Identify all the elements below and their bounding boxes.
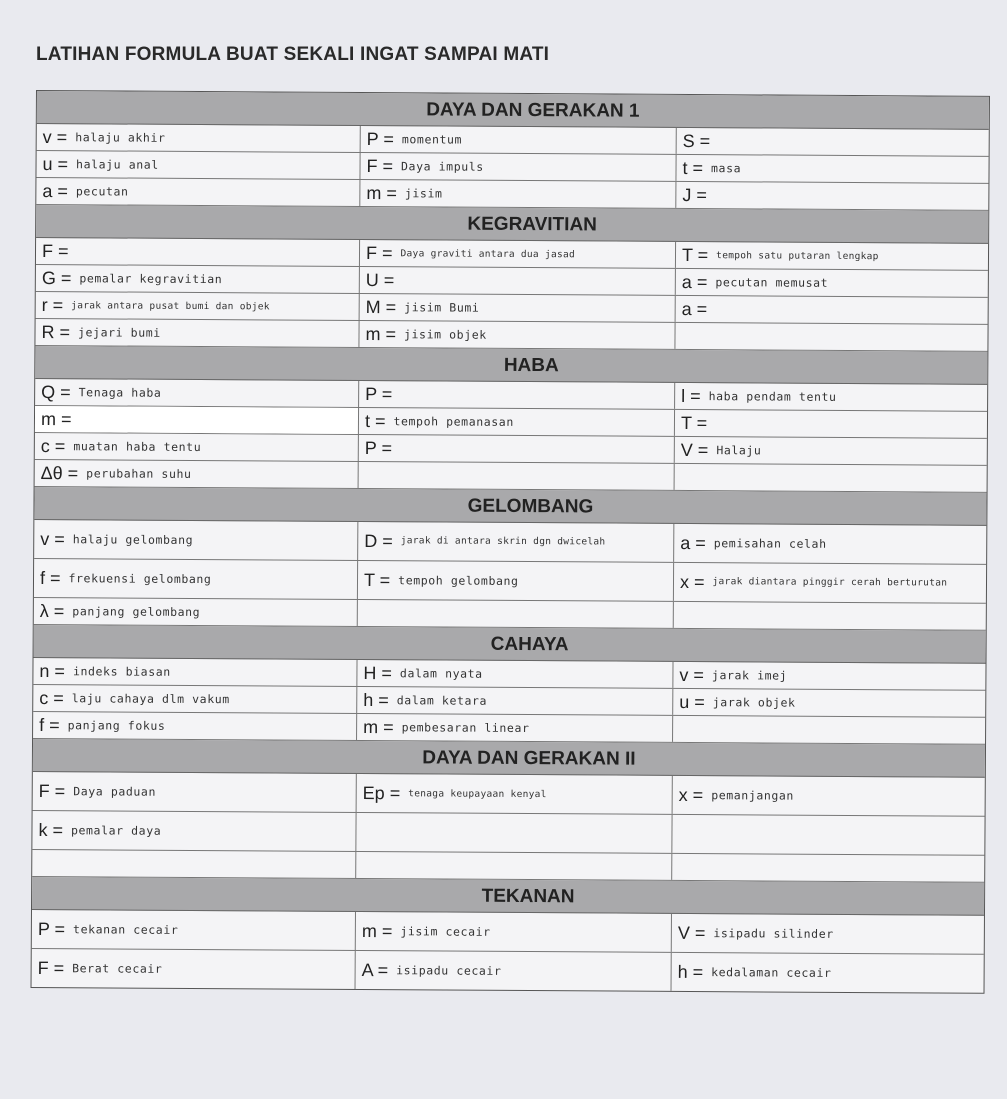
definition: muatan haba tentu bbox=[73, 439, 202, 455]
definition: jarak objek bbox=[712, 695, 796, 710]
definition: pemalar kegravitian bbox=[79, 271, 223, 287]
table-cell bbox=[357, 774, 673, 814]
table-cell bbox=[36, 292, 360, 320]
definition: dalam ketara bbox=[396, 693, 488, 708]
table-cell bbox=[33, 772, 357, 812]
table-row bbox=[32, 949, 984, 993]
definition: jarak imej bbox=[711, 668, 788, 683]
symbol: m = bbox=[363, 716, 394, 737]
table-row bbox=[34, 520, 986, 565]
definition: pembesaran linear bbox=[401, 720, 530, 736]
symbol: l = bbox=[681, 385, 701, 406]
definition: haba pendam tentu bbox=[708, 389, 837, 404]
symbol: F = bbox=[41, 240, 69, 261]
table-cell bbox=[676, 155, 988, 183]
definition: kedalaman cecair bbox=[711, 965, 832, 980]
definition: Daya paduan bbox=[73, 784, 157, 799]
table-cell bbox=[677, 128, 989, 156]
table-cell bbox=[361, 126, 677, 154]
table-row bbox=[34, 559, 986, 604]
table-cell bbox=[359, 462, 675, 490]
definition: Berat cecair bbox=[72, 961, 163, 976]
table-cell bbox=[359, 381, 675, 409]
symbol: v = bbox=[679, 664, 705, 685]
symbol: a = bbox=[42, 180, 68, 201]
symbol: h = bbox=[677, 961, 704, 982]
page-title: LATIHAN FORMULA BUAT SEKALI INGAT SAMPAI MATI bbox=[36, 44, 550, 65]
section-heading-kegravitian: KEGRAVITIAN bbox=[36, 205, 988, 244]
definition: isipadu cecair bbox=[396, 963, 502, 978]
symbol: x = bbox=[679, 571, 705, 592]
definition: jarak di antara skrin dgn dwicelah bbox=[400, 535, 606, 548]
symbol: a = bbox=[681, 298, 708, 319]
symbol: T = bbox=[680, 412, 708, 433]
definition: tempoh gelombang bbox=[398, 573, 519, 588]
symbol: v = bbox=[42, 126, 68, 147]
table-row bbox=[32, 811, 984, 856]
section-heading-haba: HABA bbox=[35, 346, 987, 385]
symbol: k = bbox=[38, 819, 64, 840]
table-cell bbox=[35, 319, 359, 347]
symbol: F = bbox=[366, 155, 394, 176]
symbol: P = bbox=[365, 383, 393, 404]
definition: halaju anal bbox=[76, 157, 159, 172]
symbol: Ep = bbox=[362, 782, 401, 803]
definition: pemanjangan bbox=[711, 788, 795, 803]
definition: jarak diantara pinggir cerah berturutan bbox=[712, 576, 948, 589]
definition: halaju akhir bbox=[75, 130, 166, 145]
symbol: F = bbox=[365, 242, 393, 263]
symbol: G = bbox=[41, 267, 72, 288]
table-cell bbox=[32, 949, 356, 989]
symbol: H = bbox=[363, 662, 393, 683]
definition: Daya impuls bbox=[401, 159, 484, 174]
symbol: T = bbox=[363, 569, 391, 590]
symbol: J = bbox=[682, 184, 707, 205]
table-cell bbox=[356, 912, 672, 952]
definition: isipadu silinder bbox=[713, 926, 834, 941]
table-cell bbox=[673, 716, 985, 744]
symbol: A = bbox=[361, 959, 389, 980]
definition: jisim Bumi bbox=[404, 300, 480, 315]
table-cell bbox=[360, 240, 676, 268]
table-cell bbox=[673, 662, 985, 690]
symbol: c = bbox=[40, 435, 66, 456]
table-cell bbox=[36, 238, 360, 266]
table-cell bbox=[356, 813, 672, 853]
table-cell bbox=[360, 153, 676, 181]
definition: Tenaga haba bbox=[78, 385, 162, 400]
symbol: S = bbox=[682, 130, 711, 151]
definition: laju cahaya dlm vakum bbox=[71, 691, 230, 707]
table-cell bbox=[358, 561, 674, 601]
symbol: P = bbox=[366, 128, 394, 149]
table-cell bbox=[32, 811, 356, 851]
symbol: t = bbox=[682, 157, 704, 178]
table-cell bbox=[32, 850, 356, 878]
table-cell bbox=[358, 600, 674, 628]
definition: jisim objek bbox=[403, 327, 487, 342]
table-cell bbox=[672, 953, 984, 993]
table-row bbox=[33, 772, 985, 817]
definition: jisim cecair bbox=[400, 924, 491, 939]
symbol: m = bbox=[361, 920, 393, 941]
definition: panjang fokus bbox=[67, 718, 166, 733]
definition: tekanan cecair bbox=[73, 922, 179, 937]
table-cell bbox=[676, 296, 988, 324]
table-cell bbox=[672, 815, 984, 855]
table-cell bbox=[360, 294, 676, 322]
table-cell bbox=[676, 182, 988, 210]
table-cell bbox=[675, 323, 987, 351]
table-cell bbox=[672, 854, 984, 882]
section-heading-cahaya: CAHAYA bbox=[34, 625, 986, 664]
table-cell bbox=[676, 242, 988, 270]
definition: dalam nyata bbox=[399, 666, 483, 681]
table-cell bbox=[356, 852, 672, 880]
table-cell bbox=[33, 712, 357, 740]
definition: panjang gelombang bbox=[72, 604, 201, 620]
table-row bbox=[32, 910, 984, 955]
definition: indeks biasan bbox=[72, 664, 171, 679]
table-cell bbox=[34, 520, 358, 560]
table-cell bbox=[33, 658, 357, 686]
symbol: V = bbox=[677, 922, 706, 943]
table-cell bbox=[359, 435, 675, 463]
table-cell bbox=[675, 410, 987, 438]
symbol: c = bbox=[39, 687, 64, 708]
symbol: Q = bbox=[41, 381, 71, 402]
symbol: P = bbox=[364, 437, 393, 458]
symbol: V = bbox=[680, 439, 709, 460]
table-cell bbox=[35, 406, 359, 434]
symbol: F = bbox=[37, 957, 65, 978]
symbol: U = bbox=[365, 269, 395, 290]
table-cell bbox=[360, 267, 676, 295]
table-cell bbox=[35, 379, 359, 407]
table-cell bbox=[676, 269, 988, 297]
table-cell bbox=[35, 433, 359, 461]
symbol: Δθ = bbox=[40, 462, 79, 483]
definition: pemisahan celah bbox=[713, 536, 827, 551]
table-cell bbox=[675, 464, 987, 492]
symbol: f = bbox=[39, 714, 60, 735]
symbol: u = bbox=[679, 691, 705, 712]
definition: pecutan bbox=[75, 184, 129, 199]
table-cell bbox=[360, 180, 676, 208]
definition: pecutan memusat bbox=[715, 275, 829, 290]
definition: tempoh pemanasan bbox=[393, 414, 514, 429]
table-cell bbox=[675, 437, 987, 465]
definition: jarak antara pusat bumi dan objek bbox=[71, 299, 270, 312]
table-cell bbox=[357, 687, 673, 715]
table-cell bbox=[674, 524, 986, 564]
definition: Halaju bbox=[716, 443, 762, 458]
table-cell bbox=[356, 951, 672, 991]
table-cell bbox=[34, 559, 358, 599]
table-cell bbox=[34, 598, 358, 626]
table-cell bbox=[357, 660, 673, 688]
table-cell bbox=[32, 910, 356, 950]
symbol: m = bbox=[40, 408, 72, 429]
table-cell bbox=[33, 685, 357, 713]
definition: tenaga keupayaan kenyal bbox=[408, 787, 547, 800]
symbol: a = bbox=[680, 532, 706, 553]
symbol: M = bbox=[365, 296, 397, 317]
definition: jisim bbox=[404, 186, 443, 201]
table-cell bbox=[673, 689, 985, 717]
symbol: P = bbox=[37, 918, 66, 939]
table-cell bbox=[35, 460, 359, 488]
section-heading-tekanan: TEKANAN bbox=[32, 877, 984, 916]
definition: perubahan suhu bbox=[86, 466, 192, 481]
section-heading-daya-dan-gerakan-1: DAYA DAN GERAKAN 1 bbox=[37, 91, 989, 130]
definition: pemalar daya bbox=[70, 823, 162, 838]
table-cell bbox=[37, 124, 361, 152]
table-cell bbox=[672, 914, 984, 954]
definition: Daya graviti antara dua jasad bbox=[400, 247, 576, 260]
table-cell bbox=[674, 602, 986, 630]
symbol: R = bbox=[41, 321, 71, 342]
symbol: v = bbox=[40, 528, 65, 549]
symbol: t = bbox=[364, 410, 386, 431]
formula-table bbox=[31, 90, 990, 994]
symbol: λ = bbox=[39, 600, 65, 621]
symbol: a = bbox=[681, 271, 708, 292]
table-cell bbox=[36, 178, 360, 206]
definition: jejari bumi bbox=[77, 325, 161, 340]
symbol: m = bbox=[365, 323, 397, 344]
symbol: h = bbox=[363, 689, 389, 710]
table-cell bbox=[673, 776, 985, 816]
symbol: x = bbox=[678, 784, 704, 805]
table-cell bbox=[359, 408, 675, 436]
definition: halaju gelombang bbox=[72, 532, 194, 547]
table-cell bbox=[674, 563, 986, 603]
definition: tempoh satu putaran lengkap bbox=[716, 249, 879, 262]
definition: frekuensi gelombang bbox=[68, 571, 212, 587]
symbol: r = bbox=[41, 294, 64, 315]
symbol: m = bbox=[366, 182, 397, 203]
definition: masa bbox=[711, 161, 742, 176]
symbol: D = bbox=[364, 530, 393, 551]
symbol: u = bbox=[42, 153, 69, 174]
table-cell bbox=[357, 714, 673, 742]
symbol: T = bbox=[681, 244, 709, 265]
table-cell bbox=[675, 383, 987, 411]
table-cell bbox=[36, 151, 360, 179]
section-heading-gelombang: GELOMBANG bbox=[34, 487, 986, 526]
definition: momentum bbox=[401, 132, 463, 147]
section-heading-daya-dan-gerakan-2: DAYA DAN GERAKAN II bbox=[33, 739, 985, 778]
symbol: F = bbox=[38, 780, 66, 801]
symbol: f = bbox=[39, 567, 61, 588]
table-cell bbox=[359, 321, 675, 349]
table-cell bbox=[36, 265, 360, 293]
symbol: n = bbox=[39, 660, 66, 681]
table-cell bbox=[358, 522, 674, 562]
